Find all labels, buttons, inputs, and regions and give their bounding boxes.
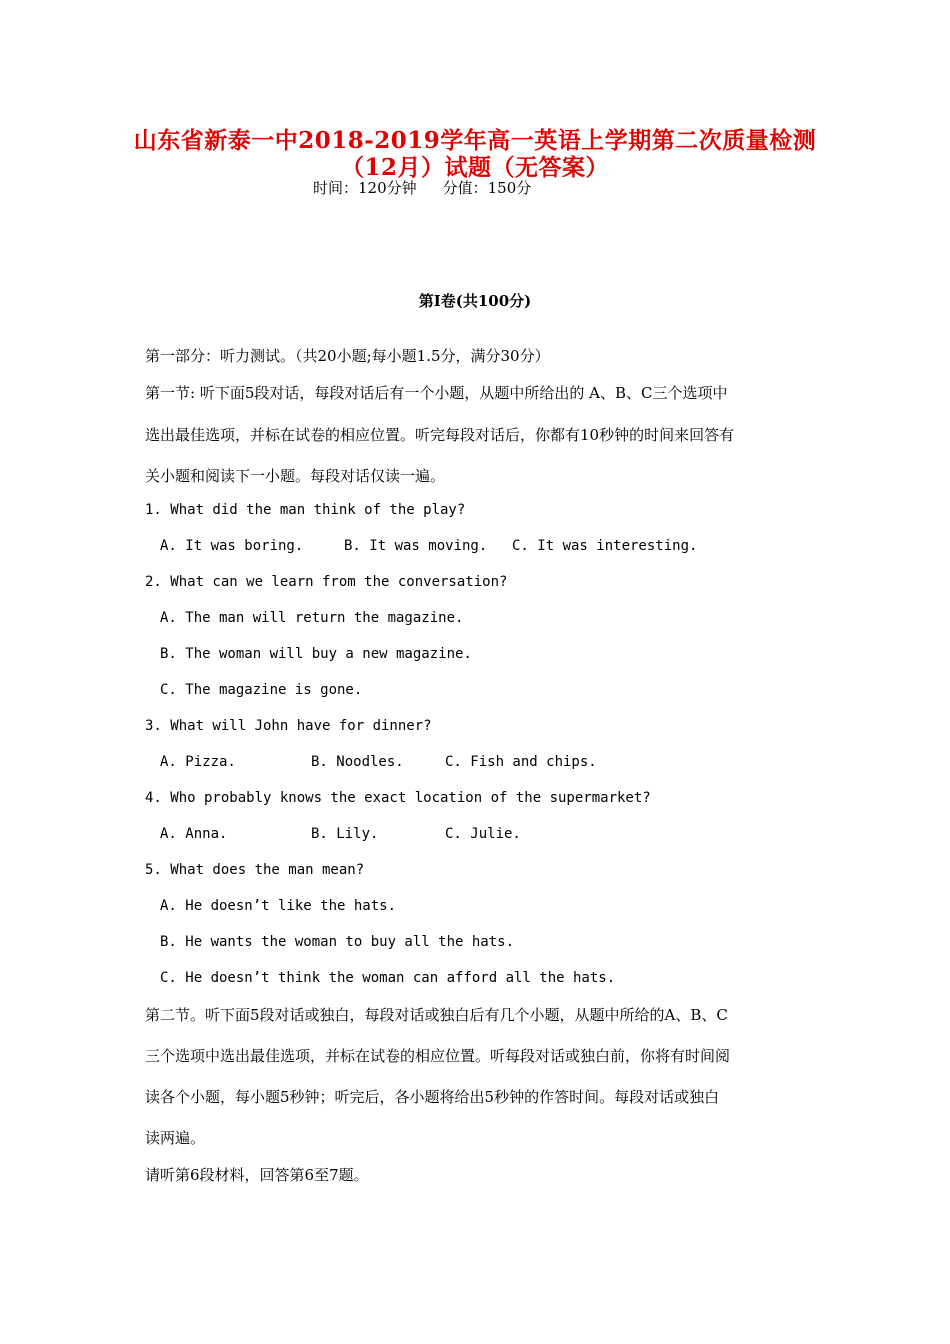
sec2-instruction-line: 三个选项中选出最佳选项，并标在试卷的相应位置。听每段对话或独白前，你将有时间阅 [145,1047,731,1065]
option-b: B. He wants the woman to buy all the hats. [160,934,515,950]
exam-title-line2: （12月）试题（无答案） [340,154,609,181]
option-c: C. Julie. [445,826,521,842]
exam-title-line1: 山东省新泰一中2018-2019学年高一英语上学期第二次质量检测 [133,127,817,154]
question-2: 2. What can we learn from the conversation? [145,574,508,590]
section-title: 第I卷(共100分) [418,292,532,310]
option-a: A. Anna. [160,826,228,842]
option-c: C. He doesn’t think the woman can afford all the hats. [160,970,616,986]
exam-meta [313,177,531,198]
option-b: B. The woman will buy a new magazine. [160,646,472,662]
question-1-options [160,538,697,554]
option-b: B. Lily. [311,826,379,842]
option-b: B. Noodles. [311,754,404,770]
sec2-instruction-line: 读两遍。 [145,1129,206,1147]
option-a: A. Pizza. [160,754,236,770]
exam-score: 分值：150分 [442,179,532,197]
option-c: C. The magazine is gone. [160,682,363,698]
option-a: A. It was boring. [160,538,304,554]
question-4-options [160,826,521,842]
option-c: C. It was interesting. [512,538,698,554]
question-3-options [160,754,597,770]
sec1-instruction-line: 第一节: 听下面5段对话，每段对话后有一个小题，从题中所给出的 A、B、C三个选项中 [145,384,728,402]
option-b: B. It was moving. [344,538,488,554]
question-4: 4. Who probably knows the exact location of the supermarket? [145,790,651,806]
sec2-instruction-line: 第二节。听下面5段对话或独白，每段对话或独白后有几个小题，从题中所给的A、B、C [145,1006,728,1024]
part1-heading: 第一部分：听力测试。（共20小题;每小题1.5分，满分30分） [145,347,550,365]
sec1-instruction-line: 关小题和阅读下一小题。每段对话仅读一遍。 [145,467,446,485]
material-note: 请听第6段材料，回答第6至7题。 [145,1166,369,1184]
question-1: 1. What did the man think of the play? [145,502,466,518]
option-a: A. He doesn’t like the hats. [160,898,397,914]
question-3: 3. What will John have for dinner? [145,718,432,734]
sec2-instruction-line: 读各个小题，每小题5秒钟；听完后，各小题将给出5秒钟的作答时间。每段对话或独白 [145,1088,720,1106]
exam-time: 时间：120分钟 [313,179,417,197]
option-a: A. The man will return the magazine. [160,610,464,626]
question-5: 5. What does the man mean? [145,862,365,878]
sec1-instruction-line: 选出最佳选项，并标在试卷的相应位置。听完每段对话后，你都有10秒钟的时间来回答有 [145,426,735,444]
option-c: C. Fish and chips. [445,754,597,770]
